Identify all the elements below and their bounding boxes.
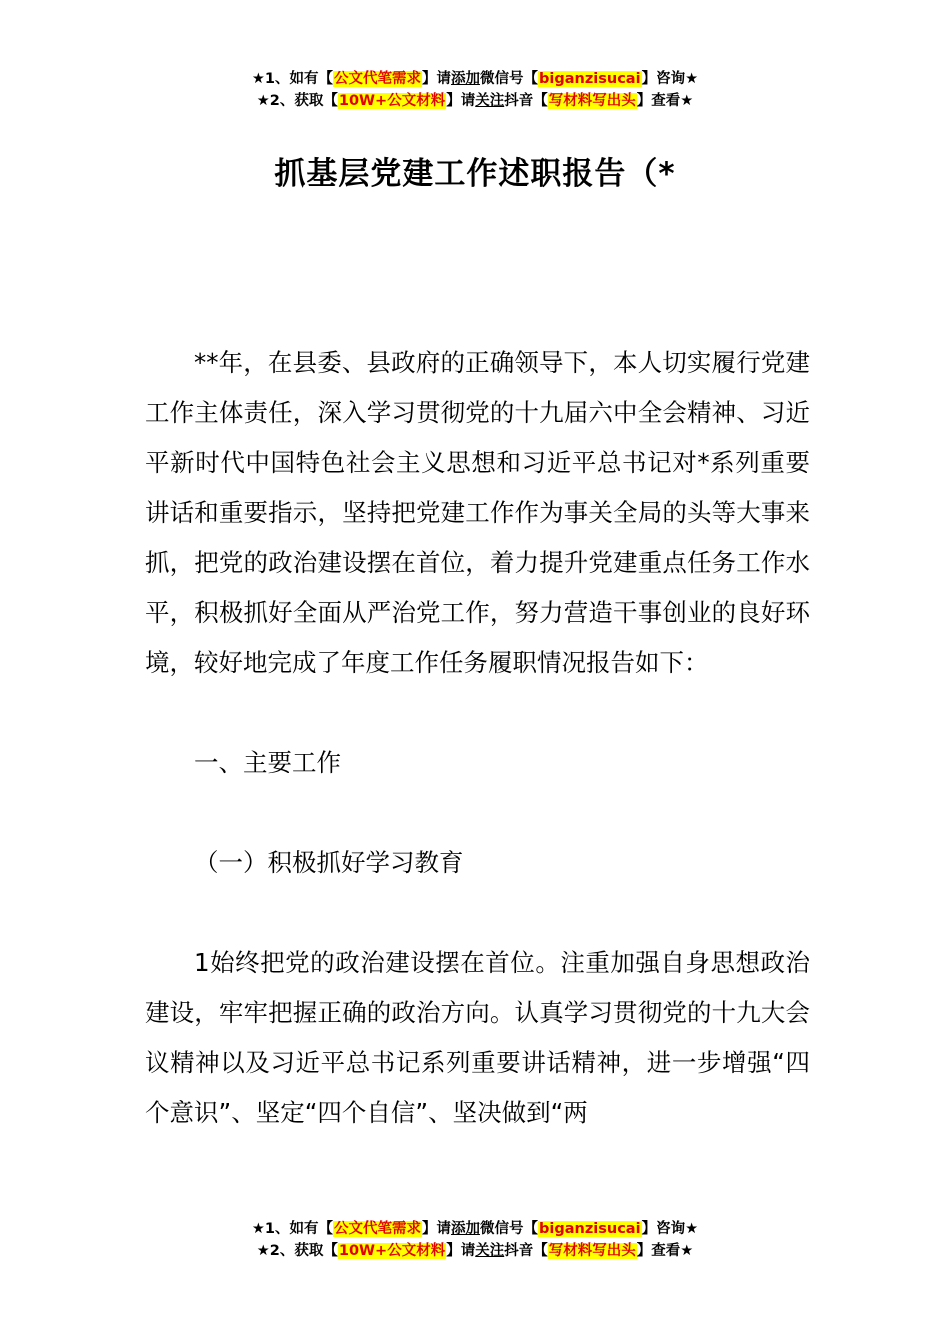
banner-underlined: 关注 [475, 93, 505, 109]
banner-text: 】查看★ [636, 1243, 694, 1259]
banner-text: ★1、如有【 [251, 1221, 334, 1237]
banner-text: 】请 [446, 93, 476, 109]
banner-line-1 [0, 1218, 950, 1240]
document-body [145, 338, 810, 1138]
banner-text: 抖音【 [504, 1243, 548, 1259]
banner-highlight: 10W+公文材料 [338, 1243, 446, 1259]
header-banner [0, 68, 950, 112]
banner-text: 抖音【 [504, 93, 548, 109]
banner-text: 】请 [446, 1243, 476, 1259]
banner-highlight: 10W+公文材料 [338, 93, 446, 109]
item-paragraph: 1始终把党的政治建设摆在首位。注重加强自身思想政治建设，牢牢把握正确的政治方向。认真学习贯彻党的十九大会议精神以及习近平总书记系列重要讲话精神，进一步增强“四个意识”、坚定“四个自信”、坚决做到“两 [145, 948, 810, 1127]
banner-line-2 [0, 1240, 950, 1262]
subsection-heading: （一）积极抓好学习教育 [194, 848, 464, 877]
banner-highlight: 写材料写出头 [548, 1243, 636, 1259]
banner-text: 】请 [422, 71, 452, 87]
footer-banner [0, 1218, 950, 1262]
banner-underlined: 添加 [451, 71, 481, 87]
banner-underlined: 添加 [451, 1221, 481, 1237]
banner-line-1 [0, 68, 950, 90]
banner-text: ★1、如有【 [251, 71, 334, 87]
banner-text: ★2、获取【 [256, 93, 338, 109]
banner-line-2 [0, 90, 950, 112]
banner-text: 】咨询★ [641, 71, 699, 87]
banner-text: 】请 [422, 1221, 452, 1237]
banner-underlined: 关注 [475, 1243, 505, 1259]
banner-text: ★2、获取【 [256, 1243, 338, 1259]
banner-text: 微信号【 [480, 71, 539, 87]
banner-highlight: biganzisucai [539, 71, 641, 87]
document-title: 抓基层党建工作述职报告（* [274, 156, 676, 192]
banner-text: 】咨询★ [641, 1221, 699, 1237]
banner-text: 】查看★ [636, 93, 694, 109]
section-heading: 一、主要工作 [194, 748, 341, 777]
banner-text: 微信号【 [480, 1221, 539, 1237]
banner-highlight: 写材料写出头 [548, 93, 636, 109]
banner-highlight: 公文代笔需求 [334, 1221, 422, 1237]
banner-highlight: biganzisucai [539, 1221, 641, 1237]
intro-paragraph: **年，在县委、县政府的正确领导下，本人切实履行党建工作主体责任，深入学习贯彻党的十九届六中全会精神、习近平新时代中国特色社会主义思想和习近平总书记对*系列重要讲话和重要指示，坚持把党建工作作为事关全局的头等大事来抓，把党的政治建设摆在首位，着力提升党建重点任务工作水平，积极抓好全面从严治党工作，努力营造干事创业的良好环境，较好地完成了年度工作任务履职情况报告如下： [145, 348, 810, 677]
banner-highlight: 公文代笔需求 [334, 71, 422, 87]
